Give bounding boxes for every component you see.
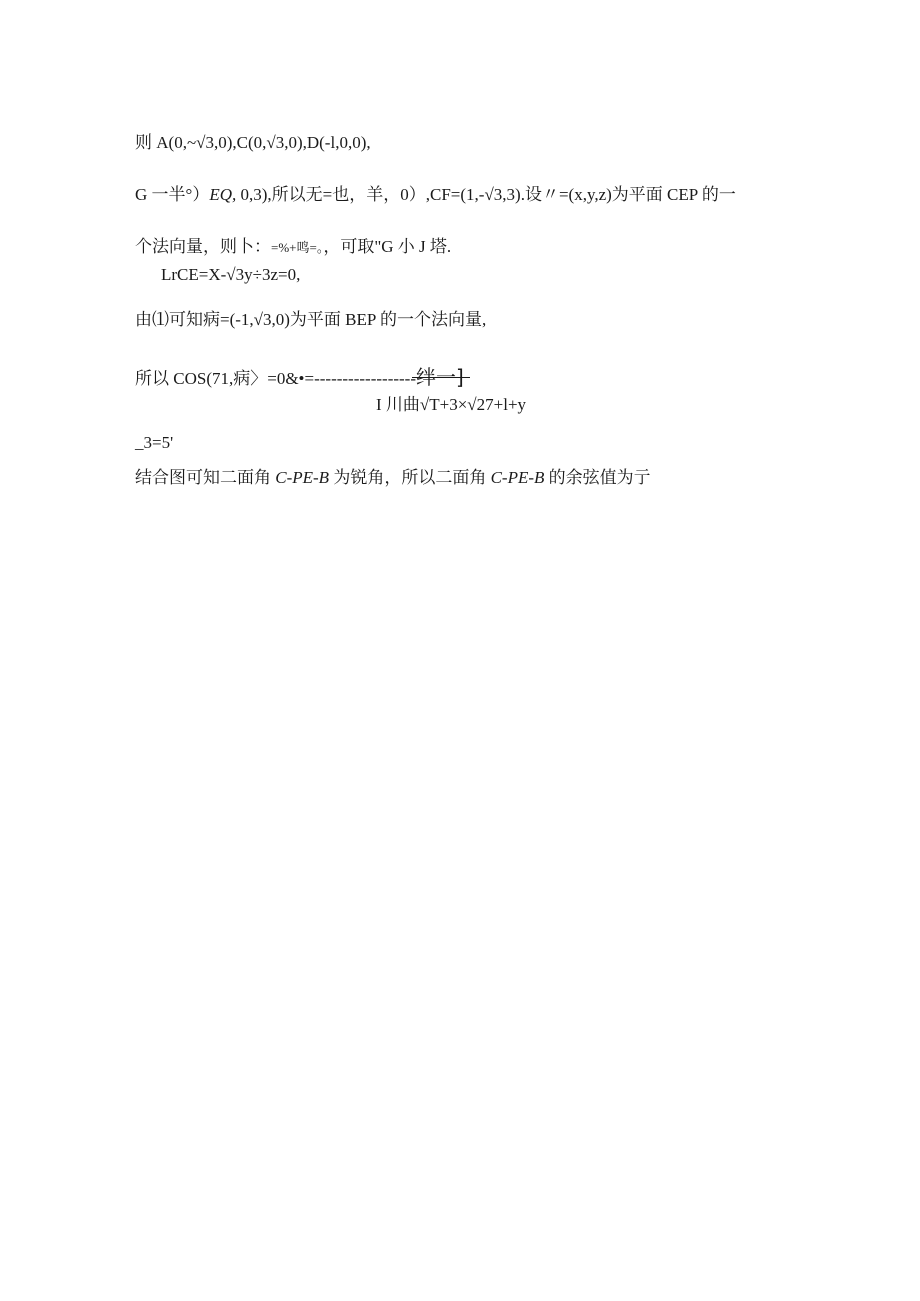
- equation-line: [161, 264, 300, 286]
- fraction-bar: ------------------: [314, 369, 416, 388]
- normal-vector-equation: =%+鸣=。: [271, 240, 324, 255]
- vector-line: [135, 184, 736, 206]
- normal-vector-line: [135, 236, 451, 259]
- struck-numerator: 绊一]: [416, 365, 464, 389]
- denominator-text: I 川曲√T+3×√27+l+y: [376, 395, 527, 414]
- result-text: _3=5': [135, 433, 174, 452]
- dihedral-angle-label-2: C-PE-B: [490, 468, 545, 487]
- result-line: [135, 432, 173, 454]
- vector-text-part1: G 一半°）: [135, 185, 210, 204]
- conclusion-line: [135, 467, 651, 489]
- coordinates-text: 则 A(0,~√3,0),C(0,√3,0),D(-l,0,0),: [135, 133, 371, 152]
- denominator-line: [376, 394, 526, 416]
- coordinates-line: [135, 132, 371, 154]
- normal-vector-text-part2: ，可取"G 小 J 塔.: [323, 237, 452, 256]
- bep-normal-text: 由⑴可知病=(-1,√3,0)为平面 BEP 的一个法向量,: [135, 310, 487, 329]
- cosine-text: 所以 COS(71,病〉=0&•=: [135, 369, 315, 388]
- conclusion-part1: 结合图可知二面角: [135, 468, 276, 487]
- conclusion-part3: 的余弦值为亍: [544, 468, 651, 487]
- bep-normal-line: [135, 309, 486, 331]
- cosine-line: [135, 366, 464, 390]
- conclusion-part2: 为锐角，所以二面角: [329, 468, 491, 487]
- equation-text: LrCE=X-√3y÷3z=0,: [161, 265, 301, 284]
- normal-vector-text-part1: 个法向量，则卜：: [135, 237, 271, 256]
- dihedral-angle-label-1: C-PE-B: [275, 468, 330, 487]
- vector-text-part2: 0,3),所以无=也，羊，0）,CF=(1,-√3,3).设〃=(x,y,z)为平面 CEP 的一: [236, 185, 736, 204]
- vector-text-italic: EQ,: [209, 185, 237, 204]
